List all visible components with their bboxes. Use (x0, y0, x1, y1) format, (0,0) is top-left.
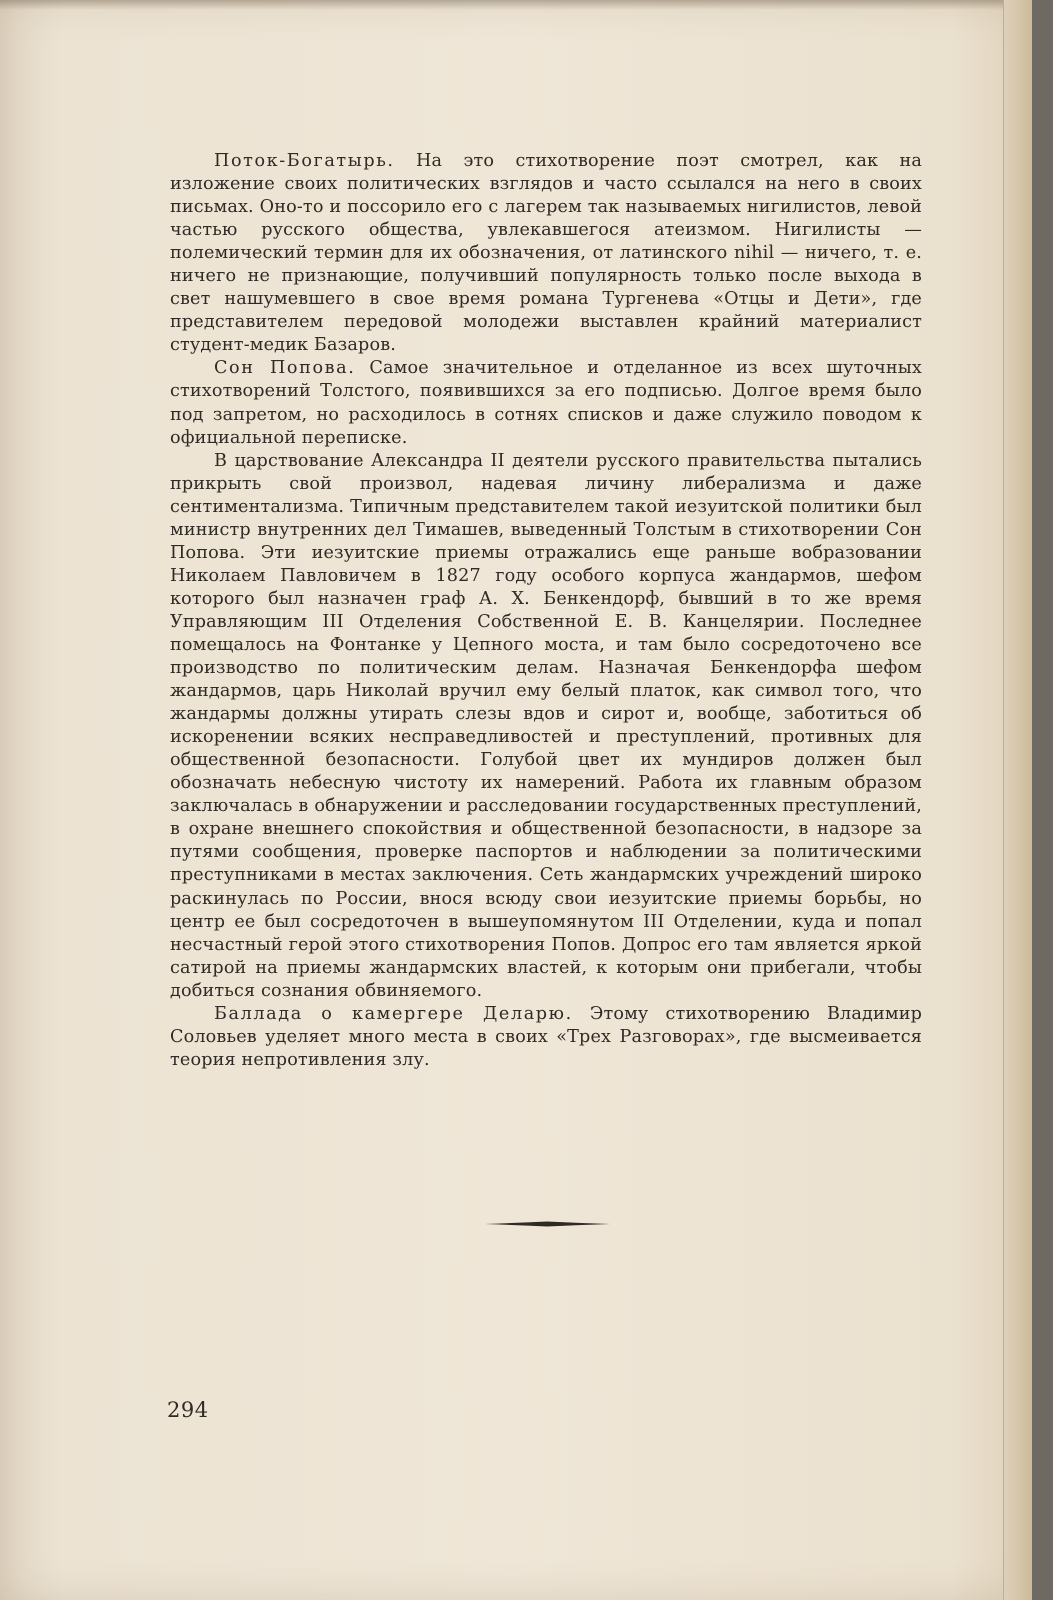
body-text (170, 150, 922, 1072)
paragraph-lead: Сон Попова. (214, 358, 356, 379)
paragraph-text: Этому стихотворению Владимир Соловьев уделяет много места в своих «Трех Разговорах», где высмеивается теория непротивления злу. (170, 1003, 922, 1070)
paragraph-tsarstvovanie (170, 450, 922, 1003)
paragraph-text: Самое значительное и отделанное из всех шуточных стихотворений Толстого, появившихся за его подписью. Долгое время было под запретом, но расходилось в сотнях списков и даже служило поводом к официальной переписке. (170, 358, 923, 448)
paragraph-lead: Поток-Богатырь. (214, 151, 395, 171)
paragraph-son-popova (170, 357, 922, 449)
paragraph-ballada (170, 1003, 922, 1072)
page-top-shadow (0, 0, 1032, 10)
page-number: 294 (167, 1398, 209, 1422)
ornament-divider (485, 1221, 610, 1227)
paragraph-potok-bogatyr (170, 150, 922, 357)
paragraph-lead: Баллада о камергере Деларю. (214, 1003, 573, 1024)
page-edge (1003, 0, 1032, 1600)
paragraph-text: В царствование Александра II деятели русского правительства пытались прикрыть свой произвол, надевая личину либерализма и даже сентиментализма. Типичным представителем такой иезуитской политики был министр внутренних дел Тимашев, выведенный Толстым в стихотворении Сон Попова. Эти иезуитские приемы отражались еще раньше вобразовании Николаем Павловичем в 1827 году особого корпуса жандармов, шефом которого был назначен граф А. Х. Бенкендорф, бывший в то же время Управляющим III Отделения Собственной Е. В. Канцелярии. Последнее помещалось на Фонтанке у Цепного моста, и там было сосредоточено все производство по политическим делам. Назначая Бенкендорфа шефом жандармов, царь Николай вручил ему белый платок, как символ того, что жандармы должны утирать слезы вдов и сирот и, вообще, заботиться об искоренении всяких несправедливостей и преступлений, противных для общественной безопасности. Голубой цвет их мундиров должен был обозначать небесную чистоту их намерений. Работа их главным образом заключалась в обнаружении и расследовании государственных преступлений, в охране внешнего спокойствия и общественной безопасности, в надзоре за путями сообщения, проверке паспортов и наблюдении за политическими преступниками в местах заключения. Сеть жандармских учреждений широко раскинулась по России, внося всюду свои иезуитские приемы борьбы, но центр ее был сосредоточен в вышеупомянутом III Отделении, куда и попал несчастный герой этого стихотворения Попов. Допрос его там является яркой сатирой на приемы жандармских властей, к которым они прибегали, чтобы добиться сознания обвиняемого. (170, 450, 922, 1001)
paragraph-text: На это стихотворение поэт смотрел, как на изложение своих политических взглядов и часто ссылался на него в своих письмах. Оно-то и поссорило его с лагерем так называемых нигилистов, левой частью русского общества, увлекавшегося атеизмом. Нигилисты — полемический термин для их обозначения, от латинского nihil — ничего, т. е. ничего не признающие, получивший популярность только после выхода в свет нашумевшего в свое время романа Тургенева «Отцы и Дети», где представителем передовой молодежи выставлен крайний материалист студент-медик Базаров. (170, 151, 922, 356)
